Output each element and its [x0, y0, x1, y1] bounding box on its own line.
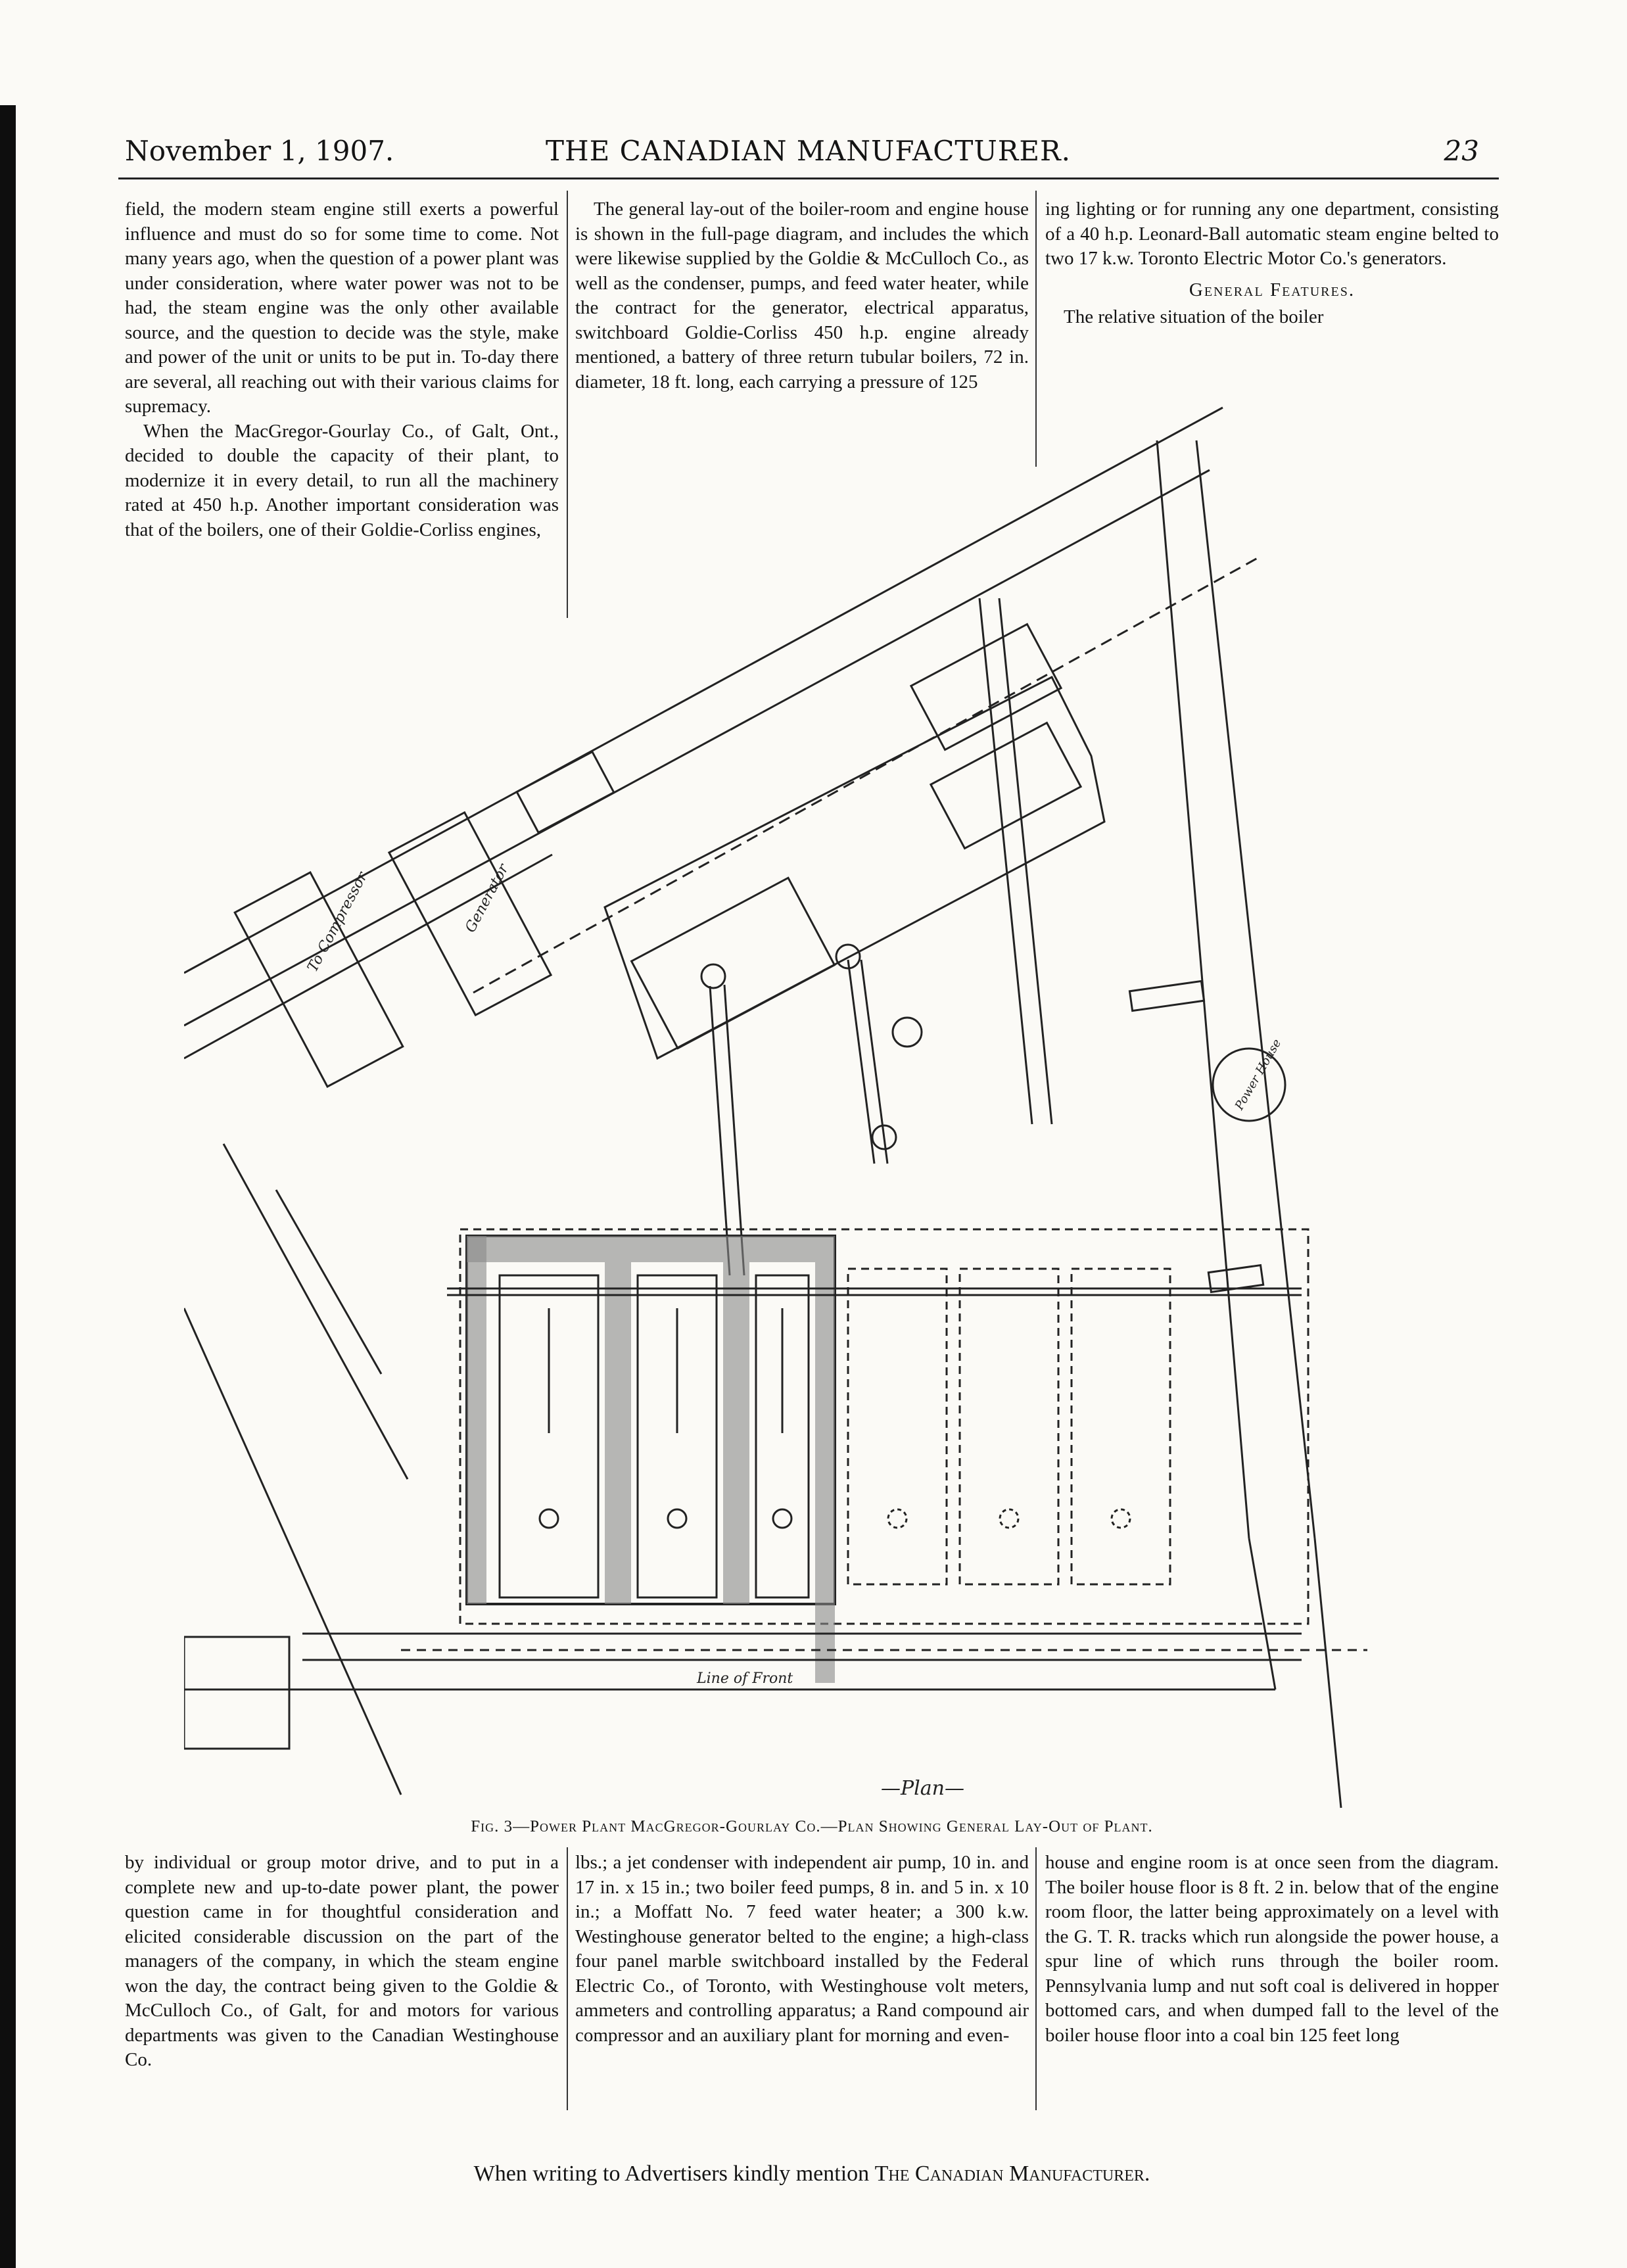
column-rule	[567, 1847, 568, 2110]
section-heading: General Features.	[1189, 279, 1356, 300]
column-rule	[1035, 1847, 1037, 2110]
diagram-label-generator: Generator	[462, 861, 512, 935]
plant-layout-diagram	[184, 401, 1427, 1811]
paragraph: ing lighting or for running any one department, consisting of a 40 h.p. Leonard-Ball automatic steam engine belted to two 17 k.w. Toronto Electric Motor Co.'s generators.	[1045, 199, 1499, 269]
column-bottom-2	[575, 1851, 1029, 2048]
column-top-2	[575, 197, 1029, 394]
paragraph: field, the modern steam engine still exerts a powerful influence and must do so for some time to come. Not many years ago, when the question of a power plant was under consideration, where water power was not to be had, the steam engine was the only other available source, and the question to decide was the style, make and power of the unit or units to be put in. To-day there are several, all reaching out with their various claims for supremacy.	[125, 199, 559, 417]
scan-edge-bar	[0, 105, 16, 2268]
page-footer	[105, 2162, 1519, 2186]
header-title: THE CANADIAN MANUFACTURER.	[546, 135, 1072, 167]
header-date: November 1, 1907.	[125, 135, 394, 167]
column-bottom-3	[1045, 1851, 1499, 2048]
page-number: 23	[1444, 135, 1479, 167]
column-bottom-1	[125, 1851, 559, 2073]
footer-prefix: When writing to Advertisers kindly mention	[473, 2162, 870, 2186]
diagram-plan-label: —Plan—	[881, 1777, 964, 1800]
header-rule	[118, 177, 1499, 179]
diagram-label-line-of-front: Line of Front	[697, 1670, 793, 1687]
paragraph: When the MacGregor-Gourlay Co., of Galt, Ont., decided to double the capacity of their plant, to modernize it in every detail, to run all the machinery rated at 450 h.p. Another important consideration was that of the boilers, one of their Goldie-Corliss engines,	[125, 420, 559, 540]
figure-caption: Fig. 3—Power Plant MacGregor-Gourlay Co.—Plan Showing General Lay-Out of Plant.	[471, 1818, 1153, 1835]
paragraph: The relative situation of the boiler	[1064, 306, 1324, 327]
footer-publication: The Canadian Manufacturer.	[874, 2162, 1150, 2186]
page-header	[125, 135, 1479, 181]
paragraph: The general lay-out of the boiler-room and engine house is shown in the full-page diagram, and includes the which were likewise supplied by the Goldie & McCulloch Co., as well as the condenser, pumps, and feed water heater, while the contract for the generator, electrical apparatus, switchboard Goldie-Corliss 450 h.p. engine already mentioned, a battery of three return tubular boilers, 72 in. diameter, 18 ft. long, each carrying a pressure of 125	[575, 199, 1029, 392]
paragraph: house and engine room is at once seen from the diagram. The boiler house floor is 8 ft. 2 in. below that of the engine room floor, the latter being approximately on a level with the G. T. R. tracks which run alongside the power house, a spur line of which runs through the boiler room. Pennsylvania lump and nut soft coal is delivered in hopper bottomed cars, and when dumped fall to the level of the boiler house floor into a coal bin 125 feet long	[1045, 1852, 1499, 2046]
paragraph: lbs.; a jet condenser with independent air pump, 10 in. and 17 in. x 15 in.; two boiler feed pumps, 8 in. and 5 in. x 10 in.; a Moffatt No. 7 feed water heater; a 300 k.w. Westinghouse generator belted to the engine; a high-class four panel marble switchboard installed by the Federal Electric Co., of Toronto, with Westinghouse volt meters, ammeters and controlling apparatus; a Rand compound air compressor and an auxiliary plant for morning and even-	[575, 1852, 1029, 2046]
diagram-label-power-house: Power House	[1232, 1037, 1285, 1113]
paragraph: by individual or group motor drive, and to put in a complete new and up-to-date power plant, the power question came in for thoughtful consideration and elicited considerable discussion on the part of the managers of the company, in which the steam engine won the day, the contract being given to the Goldie & McCulloch Co., of Galt, for and motors for various departments was given to the Canadian Westinghouse Co.	[125, 1852, 559, 2070]
diagram-label-compressor: To Compressor	[304, 869, 371, 975]
column-top-3	[1045, 197, 1499, 330]
